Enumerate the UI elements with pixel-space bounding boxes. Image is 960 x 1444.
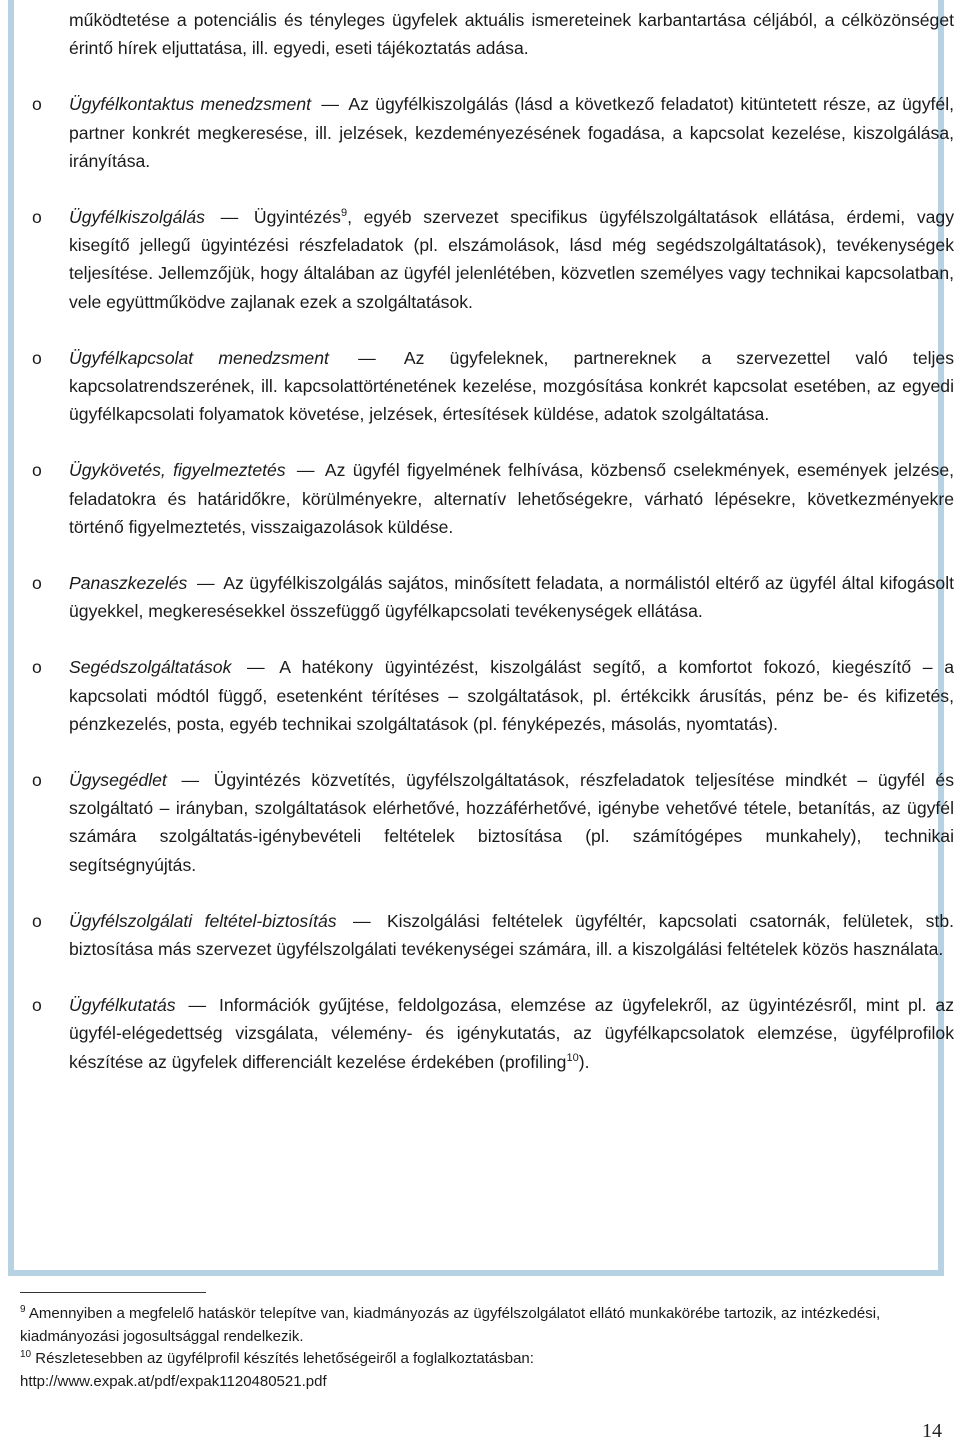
item-text: Az ügyfél figyelmének felhívása, közbenső cselekmények, események jelzése, feladatokra és határidőkre, körülményekre, alternatív lehetőségekre, várható lépésekre, következményekre történő figyelmeztetés, visszaigazolások küldése. — [69, 460, 955, 537]
item-text: Kiszolgálási feltételek ügyféltér, kapcsolati csatornák, felületek, stb. biztosítása más szervezet ügyfélszolgálati tevékenységei számára, ill. a kiszolgálási feltételek közös használata. — [69, 910, 955, 960]
page-number: 14 — [922, 1420, 942, 1442]
footnotes — [20, 1292, 940, 1393]
bullet-icon: o — [32, 657, 42, 678]
service-list — [32, 90, 954, 1075]
bullet-icon: o — [32, 207, 42, 228]
em-dash: — — [220, 207, 239, 228]
bullet-icon: o — [32, 910, 42, 931]
list-item — [32, 456, 954, 541]
item-term: Ügyfélszolgálati feltétel-biztosítás — [69, 910, 337, 931]
em-dash: — — [321, 94, 339, 115]
em-dash: — — [188, 995, 207, 1016]
item-term: Ügysegédlet — [69, 770, 167, 791]
footnote-text: Amennyiben a megfelelő hatáskör telepítve van, kiadmányozás az ügyfélszolgálatot ellátó munkakörébe tartozik, az intézkedési, kiadmányozási jogosultsággal rendelkezik. — [20, 1305, 881, 1345]
item-term: Ügyfélkontaktus menedzsment — [69, 94, 312, 115]
footnote-link[interactable]: http://www.expak.at/pdf/expak1120480521.pdf — [20, 1372, 327, 1390]
footnote-ref-10[interactable]: 10 — [566, 1051, 579, 1064]
item-term: Ügyfélkiszolgálás — [69, 207, 205, 228]
em-dash: — — [247, 657, 265, 678]
footnote-number: 9 — [20, 1304, 26, 1315]
content-frame — [8, 0, 955, 1276]
list-item — [32, 90, 954, 175]
item-text: Az ügyfélkiszolgálás (lásd a következő feladatot) kitüntetett része, az ügyfél, partner konkrét megkeresése, ill. jelzések, kezdeményezésének fogadása, a kapcsolat kezelése, kiszolgálása, irányítása. — [69, 94, 954, 171]
list-item — [32, 766, 954, 879]
list-item — [32, 991, 954, 1076]
item-text: Ügyintézés közvetítés, ügyfélszolgáltatások, részfeladatok teljesítése mindkét – ügyfél és szolgáltató – irányban, szolgáltatások elérhetővé, hozzáférhetővé, igénybe vehetővé tétele, betanítás, az ügyfél számára szolgáltatás-igénybevételi feltételek biztosítása (pl. számítógépes munkahely), technikai segítségnyújtás. — [69, 770, 954, 875]
item-term: Ügyfélkapcsolat menedzsment — [69, 347, 329, 368]
item-text: , egyéb szervezet specifikus ügyfélszolgáltatások ellátása, érdemi, vagy kisegítő jellegű ügyintézési részfeladatok (pl. elszámolások, lásd még segédszolgáltatások), tevékenységek teljesítése. Jellemzőjük, hogy általában az ügyfél jelenlétében, közvetlen személyes vagy technikai kapcsolatban, vele együttműködve zajlanak ezek a szolgáltatások. — [69, 207, 955, 312]
em-dash: — — [181, 770, 200, 791]
footnote-divider — [20, 1292, 206, 1293]
item-text-lead: Ügyintézés — [253, 207, 341, 228]
document-body — [32, 6, 954, 1076]
em-dash: — — [358, 347, 376, 368]
bullet-icon: o — [32, 94, 42, 115]
item-text-lead: Információk gyűjtése, feldolgozása, elemzése az ügyfelekről, az ügyintézésről, mint pl. az ügyfél-elégedettség vizsgálata, vélemény- és igénykutatás, az ügyfélkapcsolatok elemzése, ügyfélprofilok készítése az ügyfelek differenciált kezelése érdekében (profiling — [69, 995, 955, 1072]
item-term: Panaszkezelés — [69, 573, 188, 594]
em-dash: — — [352, 910, 371, 931]
bullet-icon: o — [32, 573, 42, 594]
bullet-icon: o — [32, 995, 42, 1016]
list-item — [32, 907, 954, 963]
item-term: Segédszolgáltatások — [69, 657, 232, 678]
em-dash: — — [296, 460, 315, 481]
item-text: ). — [578, 1051, 590, 1072]
bullet-icon: o — [32, 460, 42, 481]
footnote-number: 10 — [20, 1349, 32, 1360]
item-text: Az ügyfélkiszolgálás sajátos, minősített feladata, a normálistól eltérő az ügyfél által kifogásolt ügyekkel, megkeresésekkel összefüggő ügyfélkapcsolati tevékenységek ellátása. — [69, 573, 954, 622]
item-term: Ügyfélkutatás — [69, 995, 176, 1016]
item-text: A hatékony ügyintézést, kiszolgálást segítő, a komfortot fokozó, kiegészítő – a kapcsolati módtól függő, esetenként térítéses – szolgáltatások, pl. értékcikk árusítás, pénz be- és kifizetés, pénzkezelés, posta, egyéb technikai szolgáltatások (pl. fényképezés, másolás, nyomtatás). — [69, 657, 955, 734]
footnote-9 — [20, 1303, 940, 1348]
em-dash: — — [196, 573, 215, 594]
item-text: Az ügyfeleknek, partnereknek a szervezettel való teljes kapcsolatrendszerének, ill. kapcsolattörténetének kezelése, mozgósítása konkrét kapcsolat esetében, az egyedi ügyfélkapcsolati folyamatok követése, jelzések, értesítések küldése, adatok szolgáltatása. — [69, 347, 955, 425]
footnote-10 — [20, 1348, 940, 1393]
bullet-icon: o — [32, 347, 42, 368]
list-item — [32, 569, 954, 625]
bullet-icon: o — [32, 770, 42, 791]
intro-paragraph: működtetése a potenciális és tényleges ügyfelek aktuális ismereteinek karbantartása céljából, a célközönséget érintő hírek eljuttatása, ill. egyedi, eseti tájékoztatás adása. — [69, 10, 954, 59]
footnote-text: Részletesebben az ügyfélprofil készítés lehetőségeiről a foglalkoztatásban: — [35, 1350, 534, 1367]
footnote-ref-9[interactable]: 9 — [340, 207, 348, 220]
list-item — [32, 344, 954, 429]
item-term: Ügykövetés, figyelmeztetés — [69, 460, 286, 481]
list-item — [32, 203, 954, 316]
list-item — [32, 653, 954, 738]
